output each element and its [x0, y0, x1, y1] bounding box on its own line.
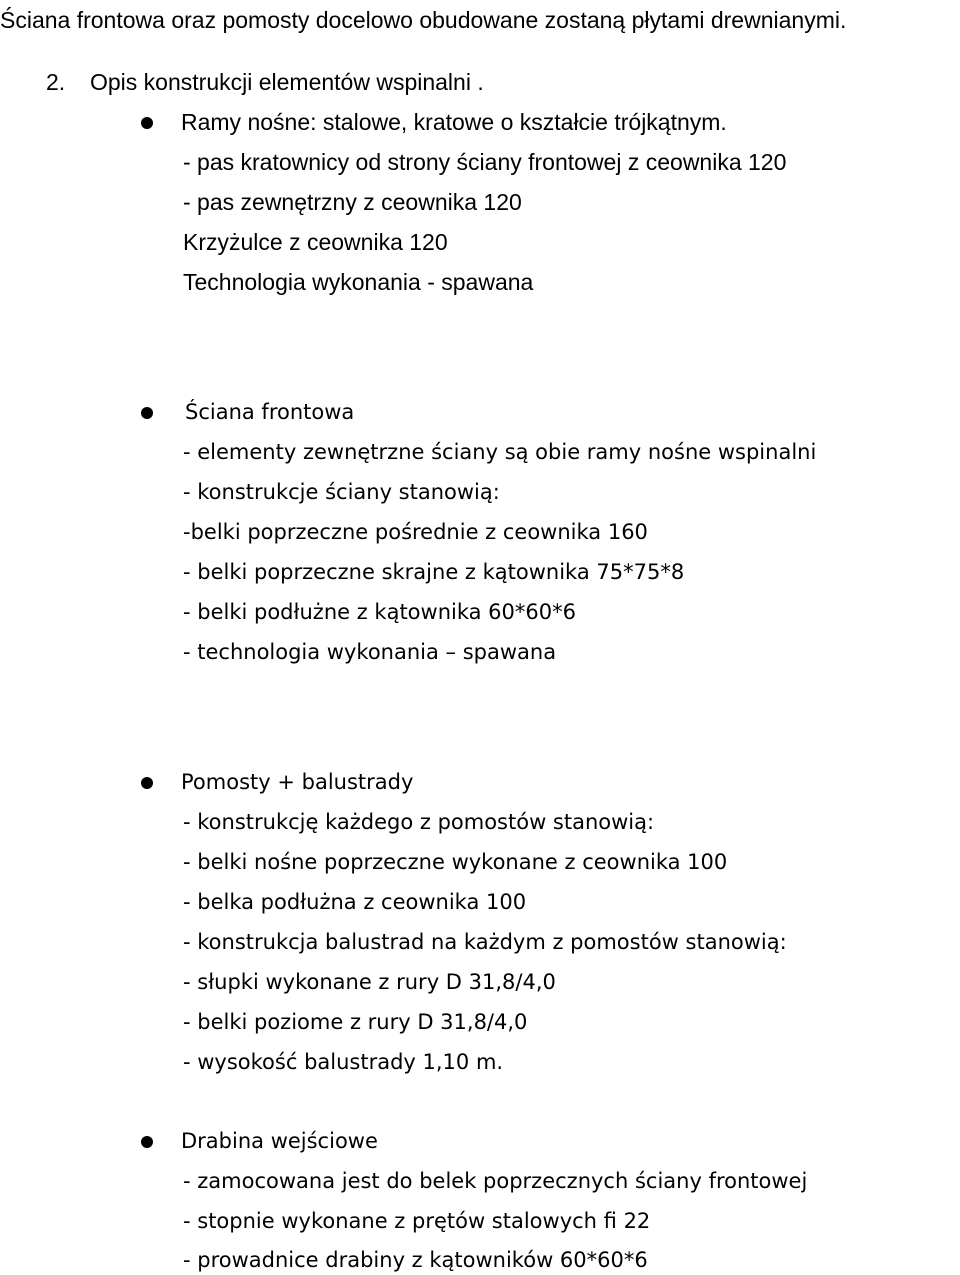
ladder-heading: Drabina wejściowe — [181, 1129, 378, 1153]
platforms-line: - słupki wykonane z rury D 31,8/4,0 — [183, 970, 556, 994]
wall-line: - elementy zewnętrzne ściany są obie ramy nośne wspinalni — [183, 440, 817, 464]
wall-line: - belki podłużne z kątownika 60*60*6 — [183, 600, 576, 624]
frames-line: Technologia wykonania - spawana — [183, 269, 534, 295]
frames-line: - pas zewnętrzny z ceownika 120 — [183, 189, 522, 215]
section-title: Opis konstrukcji elementów wspinalni . — [90, 69, 484, 95]
bullet-icon — [141, 777, 153, 789]
platforms-heading: Pomosty + balustrady — [181, 770, 414, 794]
ladder-line: - zamocowana jest do belek poprzecznych ściany frontowej — [183, 1169, 808, 1193]
wall-heading: Ściana frontowa — [185, 400, 355, 424]
ladder-line: - prowadnice drabiny z kątowników 60*60*6 — [183, 1248, 648, 1272]
platforms-line: - wysokość balustrady 1,10 m. — [183, 1050, 504, 1074]
platforms-line: - konstrukcję każdego z pomostów stanowią: — [183, 810, 655, 834]
frames-line: Krzyżulce z ceownika 120 — [183, 229, 448, 255]
ladder-line: - stopnie wykonane z prętów stalowych fi 22 — [183, 1209, 651, 1233]
frames-heading: Ramy nośne: stalowe, kratowe o kształcie trójkątnym. — [181, 109, 727, 135]
wall-line: - konstrukcje ściany stanowią: — [183, 480, 500, 504]
platforms-line: - belki nośne poprzeczne wykonane z ceownika 100 — [183, 850, 728, 874]
frames-line: - pas kratownicy od strony ściany frontowej z ceownika 120 — [183, 149, 787, 175]
wall-line: - technologia wykonania – spawana — [183, 640, 557, 664]
bullet-icon — [141, 407, 153, 419]
platforms-line: - belka podłużna z ceownika 100 — [183, 890, 527, 914]
section-number: 2. — [46, 69, 66, 95]
wall-line: -belki poprzeczne pośrednie z ceownika 160 — [183, 520, 648, 544]
platforms-line: - belki poziome z rury D 31,8/4,0 — [183, 1010, 528, 1034]
intro-text: Ściana frontowa oraz pomosty docelowo obudowane zostaną płytami drewnianymi. — [0, 7, 847, 33]
wall-line: - belki poprzeczne skrajne z kątownika 75*75*8 — [183, 560, 685, 584]
bullet-icon — [141, 1136, 153, 1148]
bullet-icon — [141, 117, 153, 129]
platforms-line: - konstrukcja balustrad na każdym z pomostów stanowią: — [183, 930, 787, 954]
